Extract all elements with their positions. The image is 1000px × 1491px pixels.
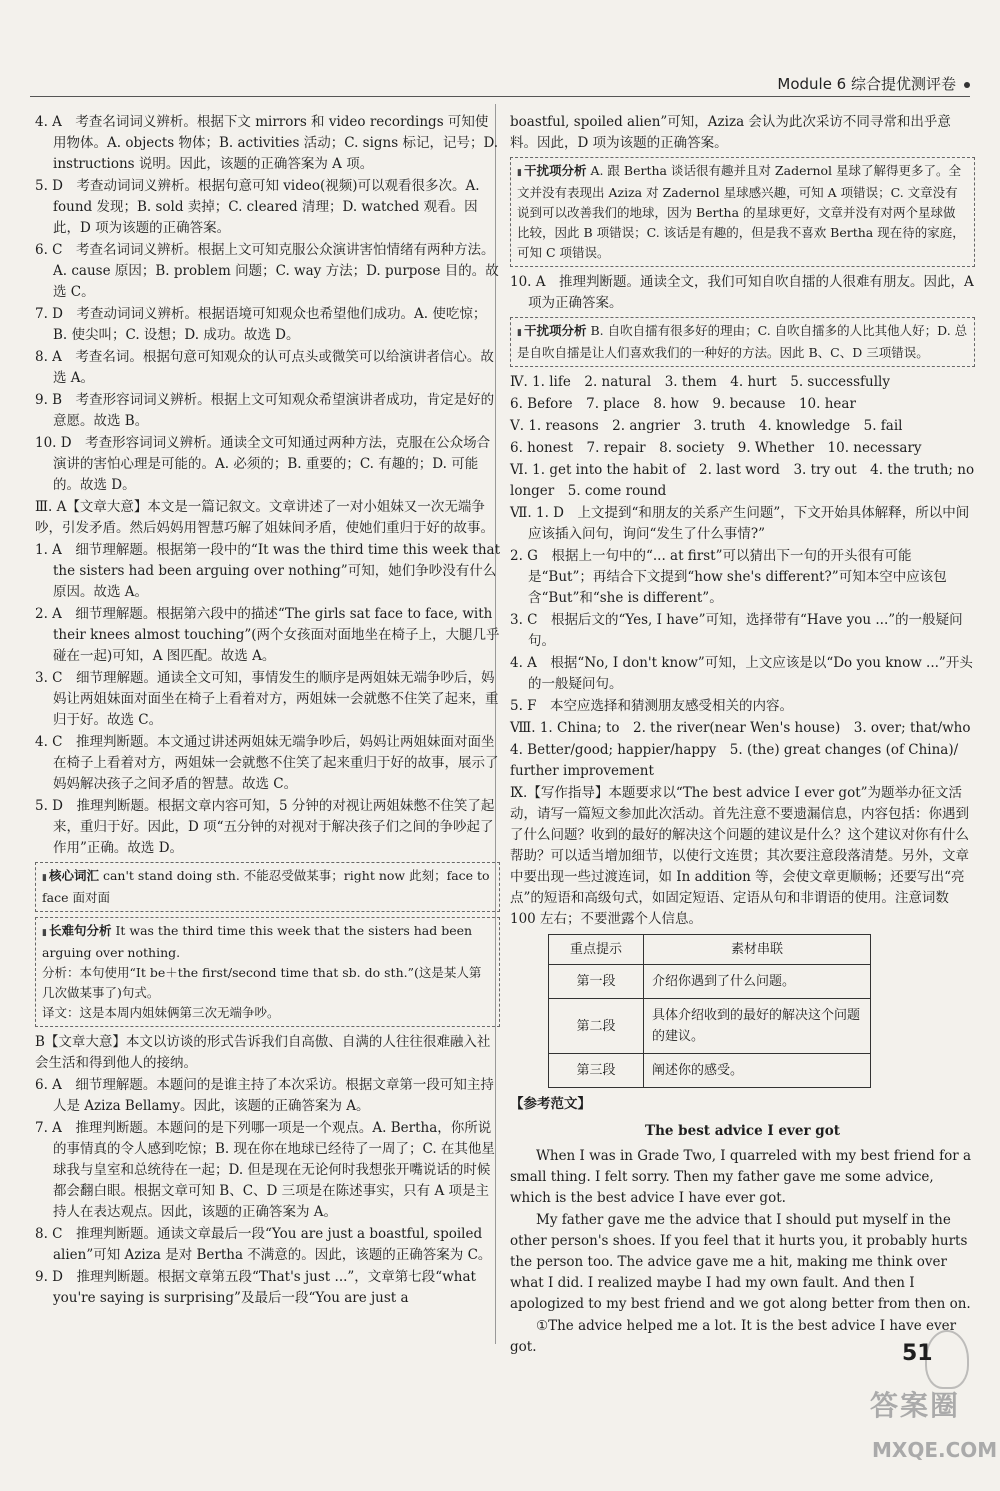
box-text: 译文：这是本周内姐妹俩第三次无端争吵。 <box>42 1005 280 1020</box>
essay-paragraph: My father gave me the advice that I should put myself in the other person's shoes. If you feel that it hurts you, it probably hurts the person too. The advice gave me a hit, making me think over what I did. I realized maybe I had my own fault. And then I apologized to my best friend and we got along better from then on. <box>510 1212 971 1312</box>
answer-item: 1. A 细节理解题。根据第一段中的“It was the third time this week that the sisters had been arguing over nothing”可知，她们争吵没有什么原因。故选 A。 <box>35 542 500 600</box>
sentence-analysis-box <box>35 917 500 1027</box>
answer-item: 10. D 考查形容词词义辨析。通读全文可知通过两种方法，克服在公众场合演讲的害怕心理是可能的。A. 必须的；B. 重要的；C. 有趣的；D. 可能的。故选 D。 <box>35 435 491 493</box>
box-text: can't stand doing sth. 不能忍受做某事；right now 此刻；face to face 面对面 <box>42 868 490 905</box>
answer-item: 10. A 推理判断题。通读全文，我们可知自吹自擂的人很难有朋友。因此，A 项为正确答案。 <box>510 274 974 311</box>
table-cell: 第二段 <box>549 999 644 1054</box>
answer-item: 4. C 推理判断题。本文通过讲述两姐妹无端争吵后，妈妈让两姐妹面对面坐在椅子上看着对方，两姐妹一会就憋不住笑了起来重归于好的故事，展示了妈妈解决孩子之间矛盾的智慧。故选 C。 <box>35 734 499 792</box>
answer-item: 2. G 根据上一句中的“... at first”可以猜出下一句的开头很有可能是“But”；再结合下文提到“how she's different?”可知本空中应该包含“But”和“she is different”。 <box>510 548 947 606</box>
essay-paragraph: When I was in Grade Two, I quarreled with my best friend for a small thing. I felt sorry. Then my father gave me some advice, which is the best advice I have ever got. <box>510 1148 972 1206</box>
bullet-icon <box>964 82 970 88</box>
answer-item: 8. A 考查名词。根据句意可知观众的认可点头或微笑可以给演讲者信心。故选 A。 <box>35 349 494 386</box>
answer-item: 6. A 细节理解题。本题问的是谁主持了本次采访。根据文章第一段可知主持人是 Aziza Bellamy。因此，该题的正确答案为 A。 <box>35 1077 494 1114</box>
answer-item: 5. D 考查动词词义辨析。根据句意可知 video(视频)可以观看很多次。A. found 发现；B. sold 卖掉；C. cleared 清理；D. watched 观看。因此，D 项为该题的正确答案。 <box>35 178 480 236</box>
answer-line: Ⅵ. 1. get into the habit of 2. last word 3. try out 4. the truth; no longer 5. come round <box>510 462 975 499</box>
table-header: 素材串联 <box>644 935 871 965</box>
answer-item: 3. C 细节理解题。通读全文可知，事情发生的顺序是两姐妹无端争吵后，妈妈让两姐妹面对面坐在椅子上看着对方，两姐妹一会就憋不住笑了起来，重归于好。故选 C。 <box>35 670 499 728</box>
answer-continued: boastful, spoiled alien”可知，Aziza 会认为此次采访不同寻常和出乎意料。因此，D 项为该题的正确答案。 <box>510 114 951 151</box>
essay-paragraph: ①The advice helped me a lot. It is the best advice I have ever got. <box>510 1318 957 1355</box>
right-column <box>510 112 975 1359</box>
watermark-url: MXQE.COM <box>872 1438 998 1462</box>
distractor-box <box>510 157 975 267</box>
watermark-logo: 答案圈 <box>870 1389 961 1422</box>
table-header: 重点提示 <box>549 935 644 965</box>
outline-table <box>548 934 871 1088</box>
answer-line: 6. Before 7. place 8. how 9. because 10. hear <box>510 396 856 412</box>
essay-title: The best advice I ever got <box>645 1123 840 1139</box>
header-title: Module 6 综合提优测评卷 <box>777 75 956 93</box>
box-text: B. 自吹自擂有很多好的理由；C. 自吹自擂多的人比其他人好；D. 总是自吹自擂是让人们喜欢我们的一种好的方法。因此 B、C、D 三项错误。 <box>517 323 968 360</box>
answer-line: Ⅷ. 1. China; to 2. the river(near Wen's house) 3. over; that/who <box>510 720 971 736</box>
answer-item: 7. D 考查动词词义辨析。根据语境可知观众也希望他们成功。A. 使吃惊；B. 使尖叫；C. 设想；D. 成功。故选 D。 <box>35 306 487 343</box>
answer-item: 6. C 考查名词词义辨析。根据上文可知克服公众演讲害怕情绪有两种方法。A. cause 原因；B. problem 问题；C. way 方法；D. purpose 目的。故选 C。 <box>35 242 499 300</box>
answer-item: 4. A 根据“No, I don't know”可知，上文应该是以“Do you know ...”开头的一般疑问句。 <box>510 655 973 692</box>
table-cell: 第三段 <box>549 1054 644 1088</box>
section-summary-a: Ⅲ. A【文章大意】本文是一篇记叙文。文章讲述了一对小姐妹又一次无端争吵，引发矛盾。然后妈妈用智慧巧解了姐妹间矛盾，使她们重归于好的故事。 <box>35 499 494 536</box>
answer-line: Ⅴ. 1. reasons 2. angrier 3. truth 4. knowledge 5. fail <box>510 418 903 434</box>
table-cell: 具体介绍收到的最好的解决这个问题的建议。 <box>644 999 871 1054</box>
box-tag: ▮ 长难句分析 <box>42 923 111 938</box>
essay-label: 【参考范文】 <box>510 1096 591 1112</box>
answer-item: 5. D 推理判断题。根据文章内容可知，5 分钟的对视让两姐妹憋不住笑了起来，重归于好。因此，D 项“五分钟的对视对于解决孩子们之间的争吵起了作用”正确。故选 D。 <box>35 798 495 856</box>
section-summary-b: B【文章大意】本文以访谈的形式告诉我们自高傲、自满的人往往很难融入社会生活和得到他人的接纳。 <box>35 1034 491 1071</box>
table-row <box>549 1054 871 1088</box>
answer-line: 6. honest 7. repair 8. society 9. Whether 10. necessary <box>510 440 922 456</box>
answer-item: 3. C 根据后文的“Yes, I have”可知，选择带有“Have you ...”的一般疑问句。 <box>510 612 963 649</box>
table-cell: 介绍你遇到了什么问题。 <box>644 965 871 999</box>
table-row <box>549 999 871 1054</box>
box-tag: ▮ 干扰项分析 <box>517 323 586 338</box>
answer-line: Ⅳ. 1. life 2. natural 3. them 4. hurt 5. successfully <box>510 374 890 390</box>
page-header <box>30 74 970 97</box>
answer-item: 9. D 推理判断题。根据文章第五段“That's just ...”，文章第七段“what you're saying is surprising”及最后一段“You are just a <box>35 1269 476 1306</box>
distractor-box <box>510 317 975 367</box>
answer-line: 4. Better/good; happier/happy 5. (the) great changes (of China)/ further improvement <box>510 742 959 779</box>
answer-item: Ⅶ. 1. D 上文提到“和朋友的关系产生问题”，下文开始具体解释，所以中间应该插入问句，询问“发生了什么事情?” <box>510 505 970 542</box>
table-row <box>549 965 871 999</box>
answer-item: 5. F 本空应选择和猜测朋友感受相关的内容。 <box>510 698 794 714</box>
box-text: A. 跟 Bertha 谈话很有趣并且对 Zadernol 星球了解得更多了。全文并没有表现出 Aziza 对 Zadernol 星球感兴趣，可知 A 项错误；C. 文章没有说到可以改善我们的地球，因为 Bertha 的星球更好，文章并没有对两个星球做比较，因此 B 项错误；C. 该话是有趣的，但是我不喜欢 Bertha 现在待的家庭，可知 C 项错误。 <box>517 163 965 260</box>
left-column <box>35 112 500 1310</box>
table-cell: 阐述你的感受。 <box>644 1054 871 1088</box>
box-text: It was the third time this week that the sisters had been arguing over nothing. <box>42 923 473 960</box>
box-text: 分析：本句使用“It be＋the first/second time that sb. do sth.”(这是某人第几次做某事了)句式。 <box>42 965 482 1000</box>
box-tag: ▮ 核心词汇 <box>42 868 99 883</box>
answer-item: 9. B 考查形容词词义辨析。根据上文可知观众希望演讲者成功，肯定是好的意愿。故选 B。 <box>35 392 495 429</box>
box-tag: ▮ 干扰项分析 <box>517 163 586 178</box>
answer-item: 8. C 推理判断题。通读文章最后一段“You are just a boastful, spoiled alien”可知 Aziza 是对 Bertha 不满意的。因此，该题的正确答案为 C。 <box>35 1226 492 1263</box>
answer-item: 2. A 细节理解题。根据第六段中的描述“The girls sat face to face, with their knees almost touching”(两个女孩面对面地坐在椅子上，大腿几乎碰在一起)可知，A 图匹配。故选 A。 <box>35 606 500 664</box>
answer-item: 4. A 考查名词词义辨析。根据下文 mirrors 和 video recordings 可知使用物体。A. objects 物体；B. activities 活动；C. signs 标记，记号；D. instructions 说明。因此，该题的正确答案为 A 项。 <box>35 114 499 172</box>
vocab-box <box>35 862 500 912</box>
table-cell: 第一段 <box>549 965 644 999</box>
writing-guide: Ⅸ.【写作指导】本题要求以“The best advice I ever got”为题举办征文活动，请写一篇短文参加此次活动。首先注意不要遗漏信息，内容包括：你遇到了什么问题？收到的最好的解决这个问题的建议是什么？这个建议对你有什么帮助？可以适当增加细节，以使行文连贯；其次要注意段落清楚。另外，文章中要出现一些过渡连词，如 In addition 等，会使文章更顺畅；还要写出“亮点”的短语和高级句式，如固定短语、定语从句和非谓语的使用。注意词数 100 左右；不要泄露个人信息。 <box>510 785 969 927</box>
answer-item: 7. A 推理判断题。本题问的是下列哪一项是一个观点。A. Bertha，你所说的事情真的令人感到吃惊；B. 现在你在地球已经待了一周了；C. 在其他星球我与皇室和总统待在一起；D. 但是现在无论何时我想张开嘴说话的时候都会翻白眼。根据文章可知 B、C、D 三项是在陈述事实，只有 A 项是主持人在表达观点。因此，该题的正确答案为 A。 <box>35 1120 495 1220</box>
page-number: 51 <box>902 1341 933 1366</box>
